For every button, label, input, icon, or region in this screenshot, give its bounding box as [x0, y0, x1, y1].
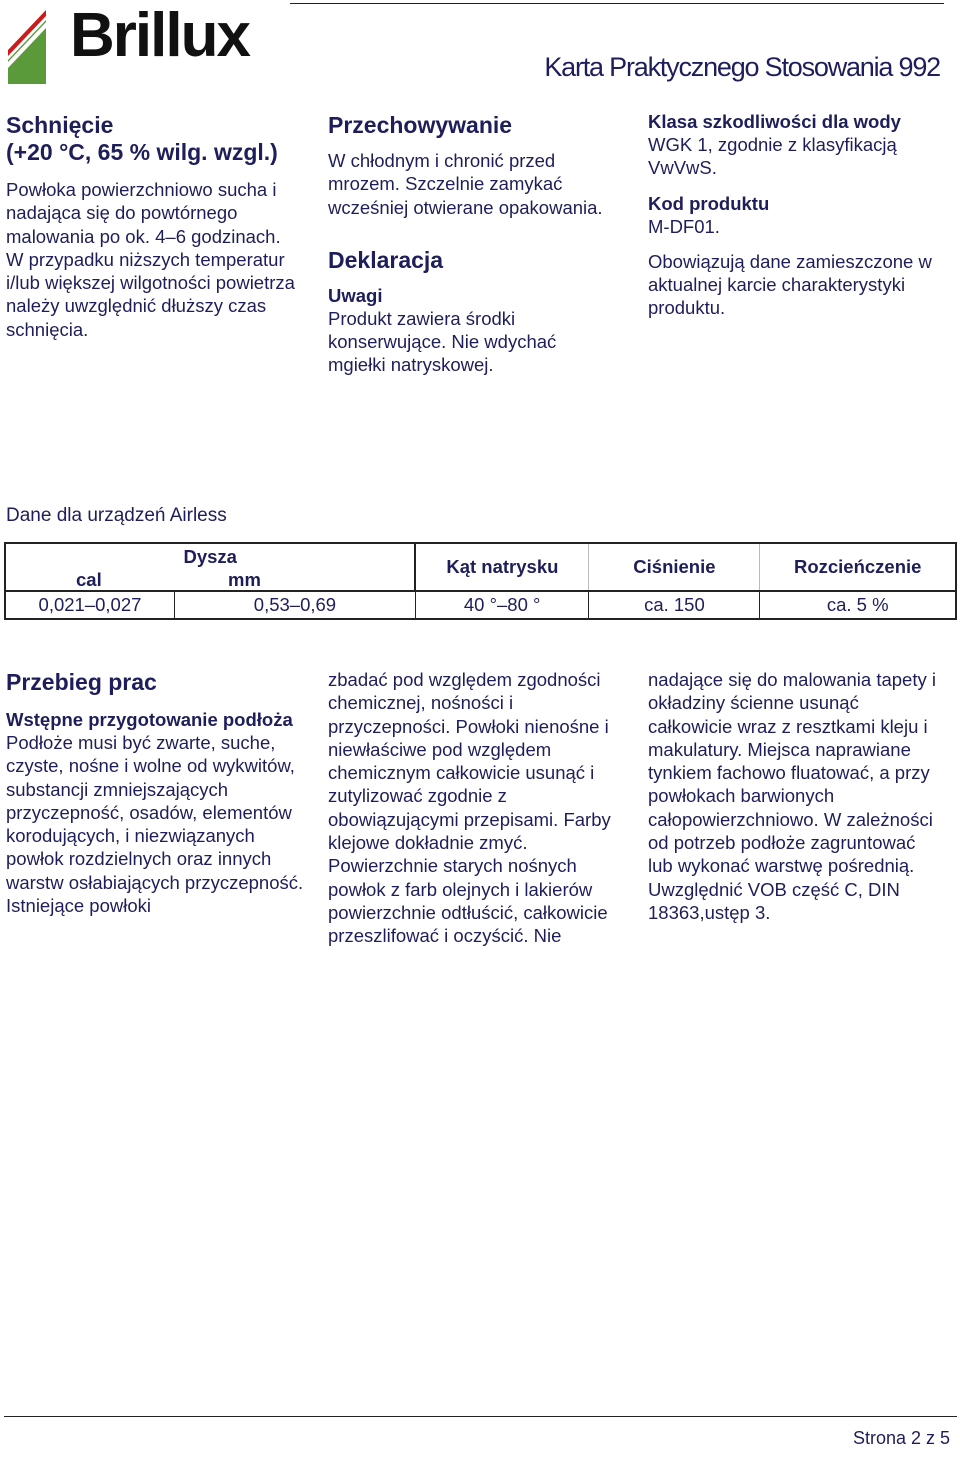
storage-title: Przechowywanie [328, 112, 513, 138]
drying-text: Powłoka powierzchniowo sucha i nadająca się do powtórnego malowania po ok. 4–6 godzinach. W przypadku niższych temperatur i/lub większej wilgotności powietrza należy uwzględnić dłuższy czas schnięcia. [6, 179, 295, 340]
notes-text: Produkt zawiera środki konserwujące. Nie wdychać mgiełki natryskowej. [328, 307, 557, 376]
water-class-title: Klasa szkodliwości dla wody [648, 111, 901, 132]
prep-title: Wstępne przygotowanie podłoża [6, 709, 293, 730]
safety-data-note: Obowiązują dane zamieszczone w aktualnej karcie charakterystyki produktu. [648, 250, 932, 319]
brand-logo [6, 1, 286, 86]
airless-title: Dane dla urządzeń Airless [6, 505, 227, 526]
water-section [648, 110, 948, 320]
prep-text-3: nadające się do malowania tapety i okładziny ścienne usunąć całkowicie wraz z resztkami kleju i makulatury. Miejsca naprawiane tynkiem fachowo fluatować, a przy powłokach barwionych całopowierzchniowo. W zależności od potrzeb podłoże zagruntować lub wykonać warstwę pośrednią. Uwzględnić VOB część C, DIN 18363,ustęp 3. [648, 669, 936, 923]
work-column-2 [328, 668, 624, 948]
airless-table [4, 542, 957, 620]
cal-header: cal [76, 569, 102, 590]
prep-text-2: zbadać pod względem zgodności chemicznej, nośności i przyczepności. Powłoki nienośne i niewłaściwe pod względem chemicznym całkowicie usunąć i zutylizować zgodnie z obowiązującymi przepisami. Farby klejowe dokładnie zmyć. Powierzchnie starych nośnych powłok z farb olejnych i lakierów powierzchnie odtłuścić, całkowicie przeszlifować i oczyścić. Nie [328, 669, 611, 947]
pressure-header: Ciśnienie [589, 543, 760, 591]
cal-value: 0,021–0,027 [5, 591, 175, 619]
drying-conditions: (+20 °C, 65 % wilg. wzgl.) [6, 139, 278, 165]
pressure-value: ca. 150 [589, 591, 760, 619]
airless-data-row [5, 591, 956, 619]
storage-section [328, 112, 618, 377]
nozzle-header-cell [5, 543, 415, 591]
brand-name: Brillux [70, 1, 249, 70]
storage-text: W chłodnym i chronić przed mrozem. Szczelnie zamykać wcześniej otwierane opakowania. [328, 150, 603, 218]
product-code-value: M-DF01. [648, 215, 720, 237]
mm-header: mm [228, 569, 261, 590]
drying-title: Schnięcie [6, 112, 114, 138]
page-number: Strona 2 z 5 [852, 1428, 950, 1448]
dilution-value: ca. 5 % [760, 591, 956, 619]
work-column-1 [6, 669, 304, 917]
airless-header-row [5, 543, 956, 591]
angle-value: 40 °–80 ° [415, 591, 589, 619]
prep-text-1: Podłoże musi być zwarte, suche, czyste, nośne i wolne od wykwitów, substancji zmniejszających przyczepność, osadów, elementów korodujących, i niezwiązanych powłok rozdzielnych oraz innych warstw osłabiających przyczepność. Istniejące powłoki [6, 732, 304, 917]
dilution-header: Rozcieńczenie [760, 543, 956, 591]
angle-header: Kąt natrysku [415, 543, 589, 591]
notes-title: Uwagi [328, 284, 383, 306]
mm-value: 0,53–0,69 [175, 591, 416, 619]
product-code-title: Kod produktu [648, 192, 770, 214]
drying-section [6, 112, 301, 341]
work-column-3 [648, 668, 940, 924]
work-title: Przebieg prac [6, 669, 157, 695]
water-class-text: WGK 1, zgodnie z klasyfikacją VwVwS. [648, 134, 897, 179]
brand-emblem-icon [6, 6, 68, 86]
document-title: Karta Praktycznego Stosowania 992 [544, 52, 940, 82]
nozzle-header: Dysza [183, 546, 237, 567]
header-rule [290, 3, 944, 4]
footer-rule [4, 1416, 957, 1417]
declaration-title: Deklaracja [328, 246, 444, 273]
